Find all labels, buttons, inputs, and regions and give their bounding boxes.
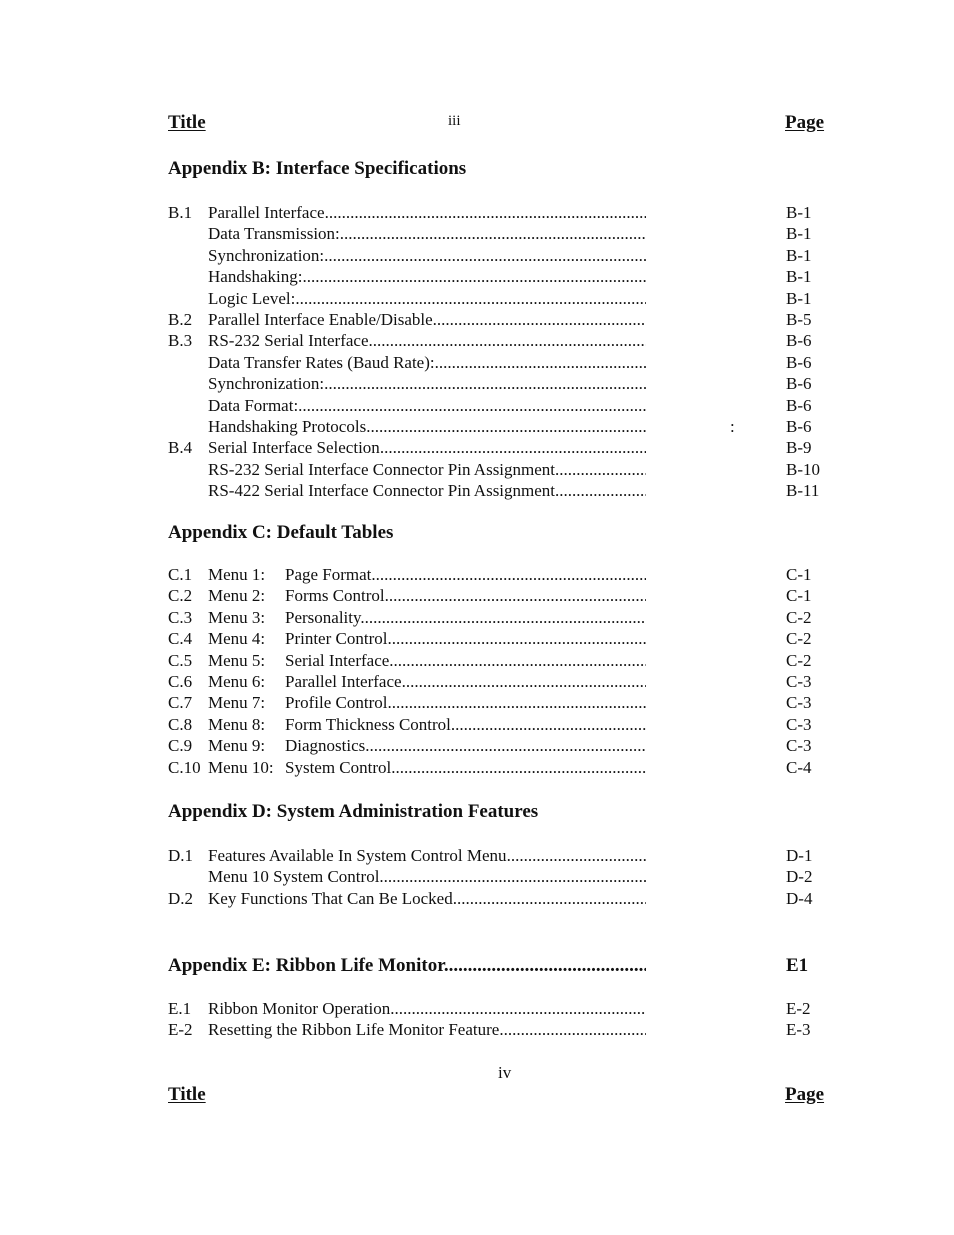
toc-entry-title: Serial Interface .....	[285, 650, 646, 671]
toc-entry[interactable]	[168, 607, 828, 628]
toc-entry-title: Ribbon Monitor Operation .....	[208, 998, 646, 1019]
toc-entry-title: Profile Control .....	[285, 692, 646, 713]
toc-entry[interactable]	[168, 998, 828, 1019]
column-header-page: Page	[785, 112, 825, 133]
toc-entry-title: Personality .....	[285, 607, 646, 628]
toc-entry[interactable]	[168, 373, 828, 394]
appendix-e-heading-page: E1	[786, 955, 809, 976]
toc-entry-title: Features Available In System Control Menu .....	[208, 845, 646, 866]
appendix-d-heading: Appendix D: System Administration Features	[168, 801, 539, 822]
toc-entry-number: C.2	[168, 586, 193, 606]
toc-entry-title: Form Thickness Control .....	[285, 714, 646, 735]
toc-entry-page: C-4	[786, 757, 812, 777]
toc-entry-title: RS-232 Serial Interface Connector Pin Assignment .....	[208, 459, 646, 480]
appendix-e-heading: Appendix E: Ribbon Life Monitor .....	[168, 954, 646, 978]
toc-entry-page: B-11	[786, 481, 820, 501]
toc-entry-number: C.1	[168, 565, 193, 584]
appendix-e-heading-row	[168, 954, 828, 978]
toc-entry-title: Resetting the Ribbon Life Monitor Feature .....	[208, 1019, 646, 1040]
toc-entry-page: C-1	[786, 565, 812, 584]
toc-entry[interactable]	[168, 245, 828, 266]
toc-entry[interactable]	[168, 757, 828, 778]
toc-entry[interactable]	[168, 650, 828, 671]
toc-entry-menu: Menu 4:	[208, 629, 266, 649]
toc-entry-number: C.4	[168, 629, 193, 649]
toc-entry[interactable]	[168, 564, 828, 585]
toc-entry[interactable]	[168, 459, 828, 480]
toc-entry-page: B-6	[786, 417, 812, 436]
toc-entry-title: Data Format: .....	[208, 395, 646, 416]
toc-entry-title: Parallel Interface .....	[285, 671, 646, 692]
toc-entry-title: Handshaking Protocols .....	[208, 416, 646, 437]
toc-entry[interactable]	[168, 628, 828, 649]
toc-entry-menu: Menu 2:	[208, 586, 266, 606]
toc-entry[interactable]	[168, 352, 828, 373]
toc-entry-page: B-6	[786, 395, 812, 415]
toc-entry-page: B-1	[786, 288, 812, 308]
toc-entry-page: C-1	[786, 586, 812, 606]
toc-entry[interactable]	[168, 309, 828, 330]
toc-entry-title: RS-422 Serial Interface Connector Pin Assignment .....	[208, 480, 646, 501]
toc-entry-menu: Menu 8:	[208, 714, 266, 734]
toc-entry[interactable]	[168, 437, 828, 458]
toc-entry-number: B.3	[168, 331, 193, 351]
toc-entry-menu: Menu 7:	[208, 693, 266, 713]
toc-entry[interactable]	[168, 866, 828, 887]
toc-entry[interactable]	[168, 480, 828, 501]
toc-entry-number: E-2	[168, 1020, 193, 1040]
toc-entry-page: D-4	[786, 888, 813, 908]
toc-entry-number: C.6	[168, 672, 193, 691]
toc-entry-title: System Control .....	[285, 757, 646, 778]
toc-entry[interactable]	[168, 288, 828, 309]
toc-entry-page: D-2	[786, 867, 813, 887]
toc-entry[interactable]	[168, 735, 828, 756]
toc-entry-number: C.5	[168, 650, 193, 670]
toc-entry-title: Menu 10 System Control .....	[208, 866, 646, 887]
toc-entry-menu: Menu 5:	[208, 650, 266, 670]
toc-entry-menu: Menu 10:	[208, 757, 274, 777]
toc-entry-number: C.9	[168, 736, 193, 756]
toc-entry-number: B.2	[168, 310, 193, 329]
toc-entry-title: RS-232 Serial Interface .....	[208, 330, 646, 351]
toc-entry[interactable]	[168, 1019, 828, 1040]
toc-entry-page: C-3	[786, 736, 812, 756]
toc-entry[interactable]	[168, 692, 828, 713]
footer-page-label: Page	[785, 1084, 825, 1105]
toc-entry-title: Data Transmission: .....	[208, 223, 646, 244]
toc-entry-page: C-2	[786, 629, 812, 649]
toc-entry-mark: :	[730, 417, 735, 436]
toc-entry-page: C-2	[786, 650, 812, 670]
toc-entry-menu: Menu 1:	[208, 565, 266, 584]
toc-entry[interactable]	[168, 395, 828, 416]
toc-entry-title: Page Format .....	[285, 564, 646, 585]
toc-entry-title: Printer Control .....	[285, 628, 646, 649]
toc-entry[interactable]	[168, 266, 828, 287]
toc-entry-page: B-6	[786, 331, 812, 351]
toc-entry-menu: Menu 9:	[208, 736, 266, 756]
toc-entry-number: C.8	[168, 714, 193, 734]
toc-entry[interactable]	[168, 714, 828, 735]
toc-entry-page: B-1	[786, 203, 812, 222]
toc-entry-title: Parallel Interface .....	[208, 202, 646, 223]
toc-entry-title: Key Functions That Can Be Locked .....	[208, 888, 646, 909]
toc-entry[interactable]	[168, 330, 828, 351]
toc-entry-number: B.4	[168, 438, 193, 458]
toc-entry[interactable]	[168, 223, 828, 244]
toc-entry-page: B-9	[786, 438, 812, 458]
toc-entry[interactable]	[168, 671, 828, 692]
page-number-top: iii	[448, 113, 461, 129]
toc-entry-page: E-2	[786, 999, 811, 1018]
toc-entry-number: C.10	[168, 757, 201, 777]
toc-entry-title: Serial Interface Selection .....	[208, 437, 646, 458]
toc-entry-title: Diagnostics .....	[285, 735, 646, 756]
toc-entry-title: Logic Level: .....	[208, 288, 646, 309]
toc-entry-number: C.7	[168, 693, 193, 713]
toc-entry-page: D-1	[786, 846, 813, 865]
toc-entry-number: C.3	[168, 607, 193, 627]
toc-entry-menu: Menu 6:	[208, 672, 266, 691]
toc-entry[interactable]	[168, 416, 828, 437]
toc-entry-title: Handshaking: .....	[208, 266, 646, 287]
appendix-b-heading: Appendix B: Interface Specifications	[168, 158, 467, 179]
toc-entry-page: C-3	[786, 714, 812, 734]
toc-entry-title: Synchronization: .....	[208, 245, 646, 266]
appendix-c-heading: Appendix C: Default Tables	[168, 522, 394, 543]
toc-entry-page: B-1	[786, 224, 812, 244]
toc-entry-number: B.1	[168, 203, 193, 222]
toc-entry-page: B-10	[786, 459, 820, 479]
toc-entry[interactable]	[168, 202, 828, 223]
toc-entry-page: B-1	[786, 267, 812, 287]
toc-entry-number: D.1	[168, 846, 194, 865]
toc-entry-page: C-3	[786, 693, 812, 713]
toc-entry-title: Forms Control .....	[285, 585, 646, 606]
toc-entry[interactable]	[168, 845, 828, 866]
toc-entry-page: C-2	[786, 607, 812, 627]
toc-entry-menu: Menu 3:	[208, 607, 266, 627]
toc-entry-page: B-6	[786, 374, 812, 394]
toc-entry-number: E.1	[168, 999, 192, 1018]
toc-entry-page: B-1	[786, 245, 812, 265]
toc-entry-page: C-3	[786, 672, 812, 691]
toc-entry[interactable]	[168, 888, 828, 909]
footer-title-label: Title	[168, 1084, 206, 1105]
toc-entry-page: B-5	[786, 310, 812, 329]
toc-entry-title: Data Transfer Rates (Baud Rate): .....	[208, 352, 646, 373]
toc-entry[interactable]	[168, 585, 828, 606]
page-number-bottom: iv	[498, 1063, 512, 1082]
column-header-title: Title	[168, 112, 206, 133]
toc-entry-page: B-6	[786, 352, 812, 372]
toc-entry-number: D.2	[168, 888, 194, 908]
toc-entry-title: Parallel Interface Enable/Disable .....	[208, 309, 646, 330]
toc-entry-title: Synchronization: .....	[208, 373, 646, 394]
toc-entry-page: E-3	[786, 1020, 811, 1040]
